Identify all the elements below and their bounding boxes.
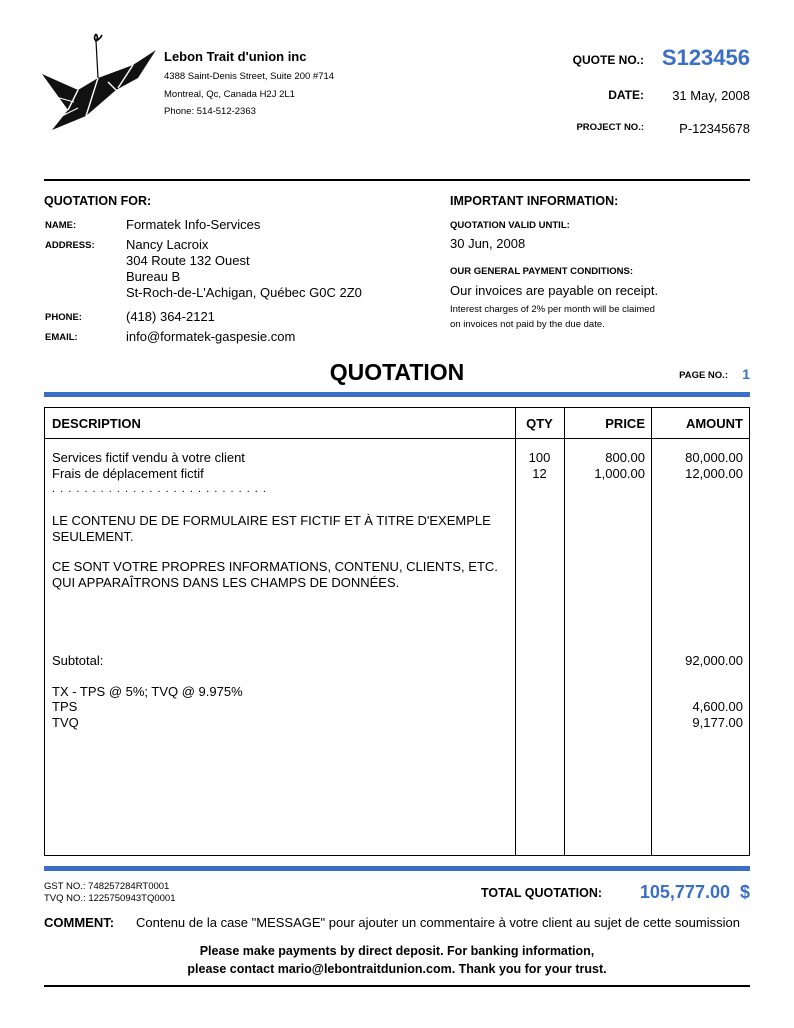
valid-until: 30 Jun, 2008 <box>450 236 526 251</box>
company-phone: Phone: 514-512-2363 <box>164 106 256 117</box>
header-divider <box>45 438 749 439</box>
client-email: info@formatek-gaspesie.com <box>126 329 296 344</box>
quote-no-label: QUOTE NO.: <box>572 53 644 67</box>
client-name-label: NAME: <box>45 220 77 231</box>
tps-amount: 4,600.00 <box>692 699 743 714</box>
item-description: Services fictif vendu à votre client <box>52 450 245 465</box>
tvq-number: TVQ NO.: 1225750943TQ0001 <box>44 893 176 904</box>
comment-text: Contenu de la case "MESSAGE" pour ajouter un commentaire à votre client au sujet de cette soumission <box>136 915 740 930</box>
client-address-line: Nancy Lacroix <box>126 237 209 252</box>
subtotal-label: Subtotal: <box>52 653 104 668</box>
title-accent-bar <box>44 392 750 397</box>
payment-note-line: Please make payments by direct deposit. For banking information, <box>199 944 595 958</box>
tvq-label: TVQ <box>52 715 79 730</box>
company-address-1: 4388 Saint-Denis Street, Suite 200 #714 <box>164 71 335 82</box>
date-label: DATE: <box>608 88 644 102</box>
interest-note: on invoices not paid by the due date. <box>450 319 605 330</box>
item-qty: 12 <box>532 466 547 481</box>
client-address-line: Bureau B <box>126 269 181 284</box>
note-line: SEULEMENT. <box>52 529 134 544</box>
col-header-price: PRICE <box>605 416 645 431</box>
subtotal-amount: 92,000.00 <box>685 653 743 668</box>
note-line: LE CONTENU DE DE FORMULAIRE EST FICTIF ET À TITRE D'EXEMPLE <box>52 513 491 528</box>
client-address-line: St-Roch-de-L'Achigan, Québec G0C 2Z0 <box>126 285 362 300</box>
item-price: 800.00 <box>605 450 645 465</box>
company-address-2: Montreal, Qc, Canada H2J 2L1 <box>164 89 295 100</box>
col-header-qty: QTY <box>526 416 553 431</box>
client-phone: (418) 364-2121 <box>126 309 215 324</box>
client-address-label: ADDRESS: <box>45 240 95 251</box>
company-name: Lebon Trait d'union inc <box>164 49 307 64</box>
item-amount: 12,000.00 <box>685 466 743 481</box>
item-amount: 80,000.00 <box>685 450 743 465</box>
payment-conditions-label: OUR GENERAL PAYMENT CONDITIONS: <box>450 266 633 277</box>
footer-accent-bar <box>44 866 750 871</box>
items-table <box>44 407 750 856</box>
item-qty: 100 <box>528 450 551 465</box>
tax-description: TX - TPS @ 5%; TVQ @ 9.975% <box>52 684 243 699</box>
paper-crane-icon <box>38 30 158 135</box>
quotation-for-title: QUOTATION FOR: <box>44 194 152 208</box>
page-no: 1 <box>742 366 750 382</box>
client-email-label: EMAIL: <box>45 332 78 343</box>
client-phone-label: PHONE: <box>45 312 82 323</box>
col-header-description: DESCRIPTION <box>52 416 141 431</box>
tvq-amount: 9,177.00 <box>692 715 743 730</box>
item-description: Frais de déplacement fictif <box>52 466 204 481</box>
interest-note: Interest charges of 2% per month will be claimed <box>450 304 655 315</box>
important-info-title: IMPORTANT INFORMATION: <box>450 194 619 208</box>
tps-label: TPS <box>52 699 78 714</box>
client-name: Formatek Info-Services <box>126 217 261 232</box>
note-line: CE SONT VOTRE PROPRES INFORMATIONS, CONTENU, CLIENTS, ETC. <box>52 559 498 574</box>
note-line: QUI APPARAÎTRONS DANS LES CHAMPS DE DONNÉES. <box>52 575 400 590</box>
payment-conditions: Our invoices are payable on receipt. <box>450 283 659 298</box>
valid-until-label: QUOTATION VALID UNTIL: <box>450 220 570 231</box>
payment-note-line: please contact mario@lebontraitdunion.com. Thank you for your trust. <box>187 962 607 976</box>
project-no-label: PROJECT NO.: <box>576 122 644 133</box>
page-no-label: PAGE NO.: <box>679 370 728 381</box>
client-address-line: 304 Route 132 Ouest <box>126 253 250 268</box>
quote-date: 31 May, 2008 <box>672 88 750 103</box>
document-title: QUOTATION <box>329 359 465 385</box>
project-no: P-12345678 <box>679 121 750 136</box>
gst-number: GST NO.: 748257284RT0001 <box>44 881 170 892</box>
item-price: 1,000.00 <box>594 466 645 481</box>
quote-no: S123456 <box>661 45 750 70</box>
header-divider <box>44 179 750 181</box>
comment-label: COMMENT: <box>44 915 115 930</box>
total-amount: 105,777.00 $ <box>639 882 750 902</box>
dotted-separator: . . . . . . . . . . . . . . . . . . . . . . . . . . . <box>52 483 267 495</box>
col-header-amount: AMOUNT <box>685 416 743 431</box>
footer-divider <box>44 985 750 987</box>
total-label: TOTAL QUOTATION: <box>481 886 603 900</box>
